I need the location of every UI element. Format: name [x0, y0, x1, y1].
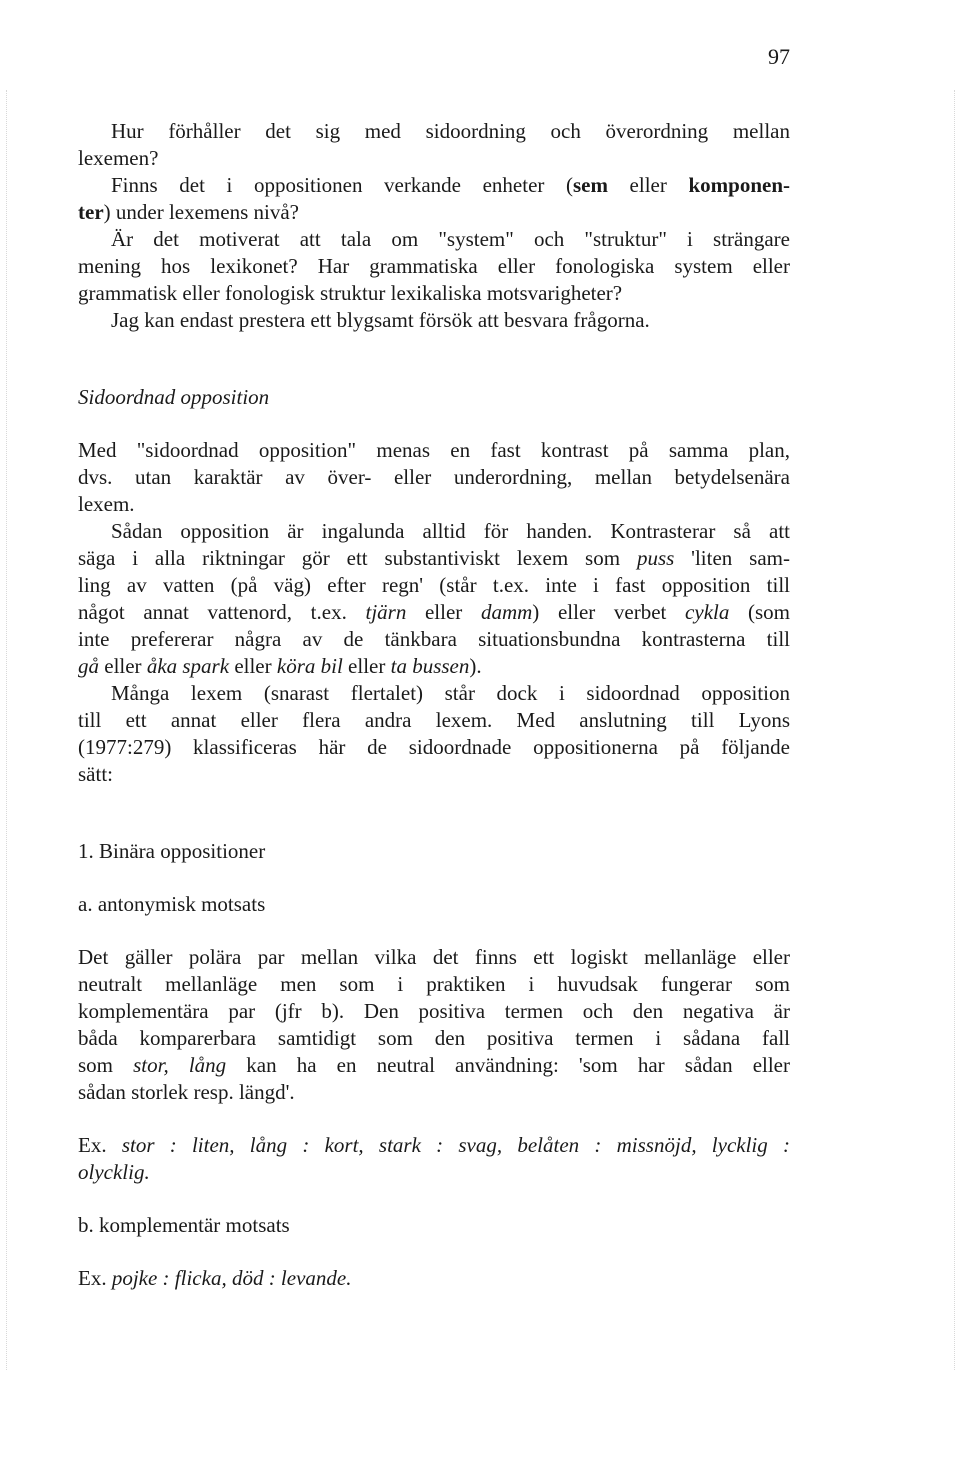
intro-line-3: Finns det i oppositionen verkande enheter (sem eller komponen-: [111, 173, 790, 197]
section-p2-line-6: gå eller åka spark eller köra bil eller ta bussen).: [78, 654, 482, 678]
sub-b-heading: b. komplementär motsats: [78, 1213, 290, 1237]
section-p2-line-1: Sådan opposition är ingalunda alltid för handen. Kontrasterar så att: [111, 519, 790, 543]
section-p3-line-1: Många lexem (snarast flertalet) står dock i sidoordnad opposition: [111, 681, 790, 705]
section-p2-line-2: säga i alla riktningar gör ett substantiviskt lexem som puss 'liten sam-: [78, 546, 790, 570]
intro-line-2: lexemen?: [78, 146, 159, 170]
sub-a-line-3: komplementära par (jfr b). Den positiva termen och den negativa är: [78, 999, 790, 1023]
section-p1-line-3: lexem.: [78, 492, 135, 516]
intro-line-7: grammatisk eller fonologisk struktur lexikaliska motsvarigheter?: [78, 281, 623, 305]
section-p3-line-3: (1977:279) klassificeras här de sidoordnade oppositionerna på följande: [78, 735, 790, 759]
page-number: 97: [768, 44, 790, 69]
example-a-line-1: Ex. stor : liten, lång : kort, stark : svag, belåten : missnöjd, lycklig :: [78, 1133, 790, 1157]
section-p3-line-2: till ett annat eller flera andra lexem. Med anslutning till Lyons: [78, 708, 790, 732]
section-p1-line-2: dvs. utan karaktär av över- eller underordning, mellan betydelsenära: [78, 465, 790, 489]
section-heading: Sidoordnad opposition: [78, 385, 270, 409]
sub-a-line-5: som stor, lång kan ha en neutral användning: 'som har sådan eller: [78, 1053, 790, 1077]
sub-a-line-1: Det gäller polära par mellan vilka det finns ett logiskt mellanläge eller: [78, 945, 790, 969]
section-p1-line-1: Med "sidoordnad opposition" menas en fast kontrast på samma plan,: [78, 438, 790, 462]
sub-a-line-2: neutralt mellanläge men som i praktiken i huvudsak fungerar som: [78, 972, 790, 996]
intro-line-6: mening hos lexikonet? Har grammatiska eller fonologiska system eller: [78, 254, 790, 278]
intro-line-1: Hur förhåller det sig med sidoordning och överordning mellan: [111, 119, 790, 143]
scan-margin-left: [6, 90, 8, 1370]
list-heading: 1. Binära oppositioner: [78, 839, 266, 863]
scan-margin-right: [954, 90, 956, 1370]
section-p2-line-3: ling av vatten (på väg) efter regn' (står t.ex. inte i fast opposition till: [78, 573, 790, 597]
example-a-line-2: olycklig.: [78, 1160, 150, 1184]
sub-a-line-4: båda komparerbara samtidigt som den positiva termen i sådana fall: [78, 1026, 790, 1050]
intro-line-4: ter) under lexemens nivå?: [78, 200, 299, 224]
intro-line-8: Jag kan endast prestera ett blygsamt försök att besvara frågorna.: [111, 308, 650, 332]
sub-a-heading: a. antonymisk motsats: [78, 892, 266, 916]
example-b-line: Ex. pojke : flicka, död : levande.: [78, 1266, 352, 1290]
section-p2-line-4: något annat vattenord, t.ex. tjärn eller damm) eller verbet cykla (som: [78, 600, 791, 624]
intro-line-5: Är det motiverat att tala om "system" och "struktur" i strängare: [111, 227, 790, 251]
section-p2-line-5: inte prefererar några av de tänkbara situationsbundna kontrasterna till: [78, 627, 790, 651]
sub-a-line-6: sådan storlek resp. längd'.: [78, 1080, 295, 1104]
section-p3-line-4: sätt:: [78, 762, 113, 786]
